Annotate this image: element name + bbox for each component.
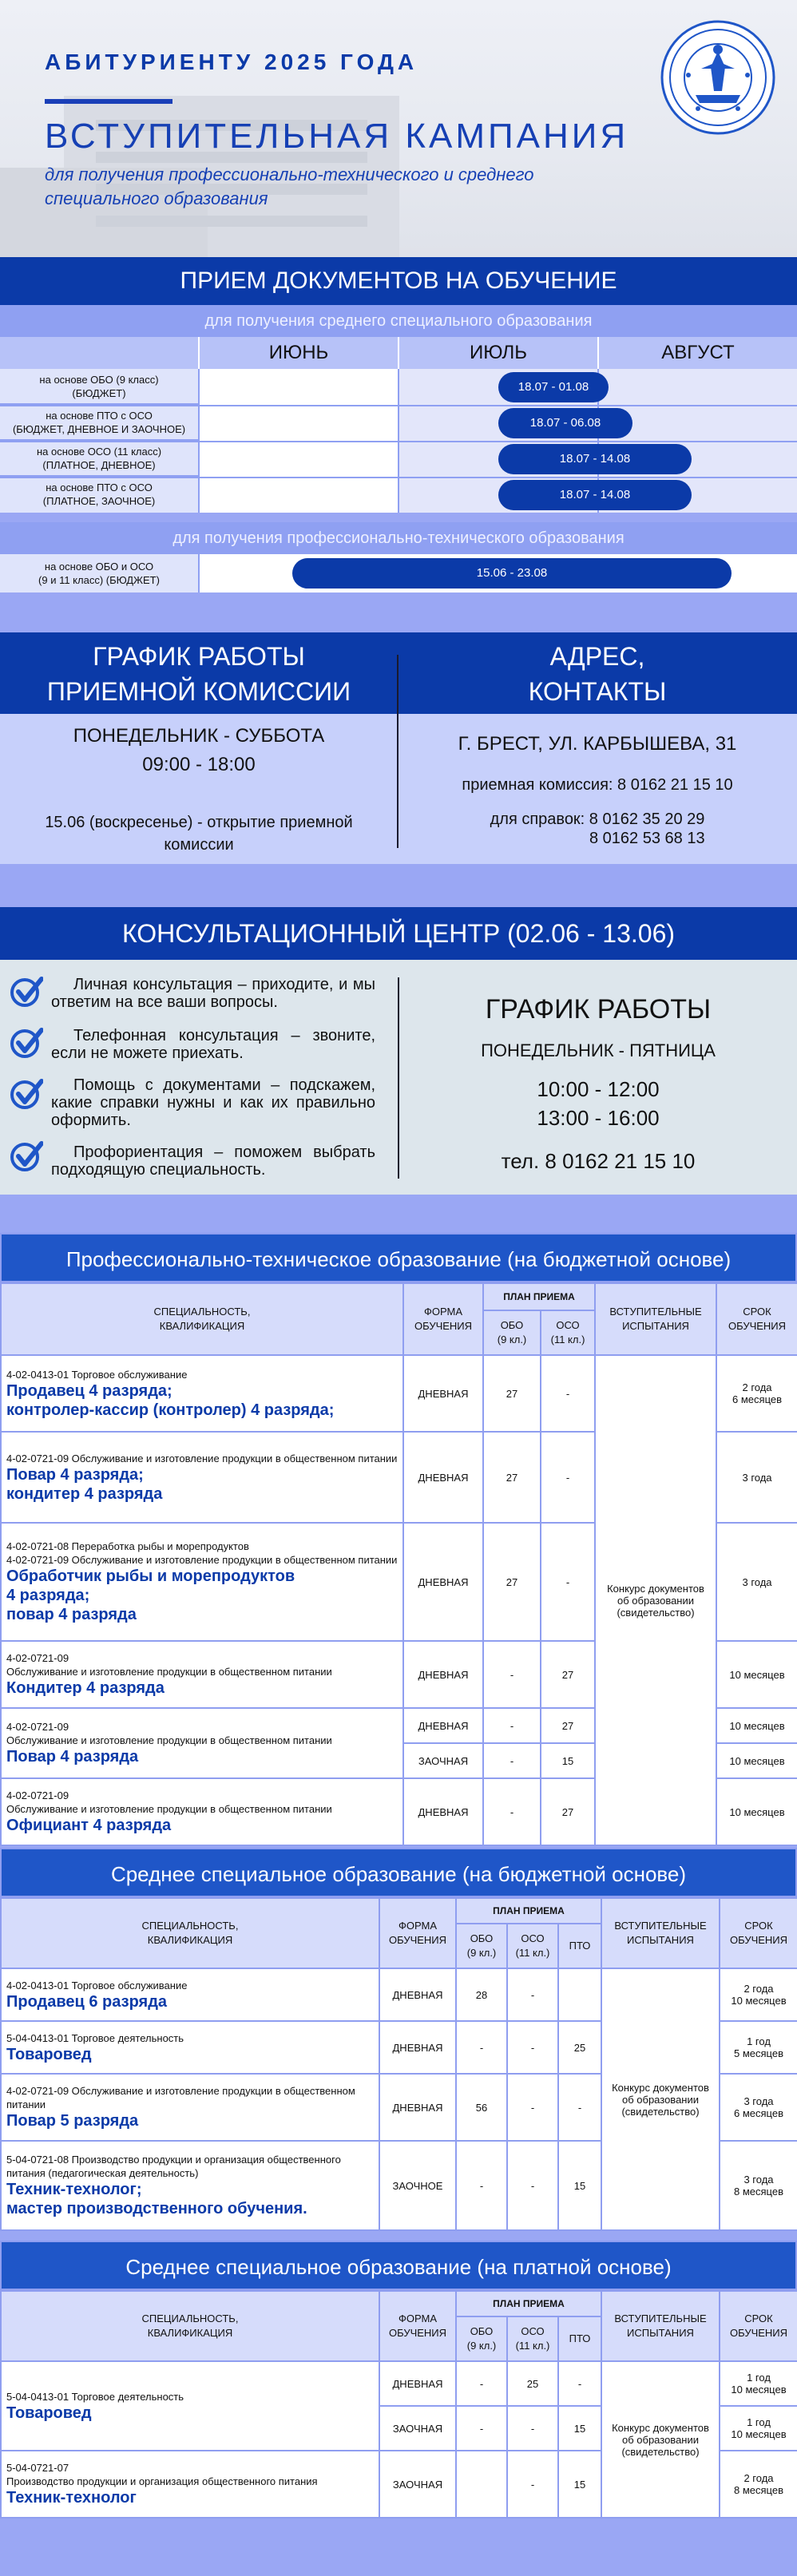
month-august: АВГУСТ bbox=[597, 337, 797, 369]
col-plan: ПЛАН ПРИЕМА bbox=[483, 1283, 595, 1310]
admission-section bbox=[0, 257, 797, 596]
consult-item: Личная консультация – приходите, и мы ответим на все ваши вопросы. bbox=[51, 976, 375, 1011]
consult-item: Профориентация – поможем выбрать подходящую специальность. bbox=[51, 1143, 375, 1179]
month-june: ИЮНЬ bbox=[198, 337, 398, 369]
col-form: ФОРМА ОБУЧЕНИЯ bbox=[403, 1283, 483, 1355]
table-row: 5-04-0413-01 Торговое деятельность Товаровед bbox=[1, 2361, 379, 2451]
admission-title: ПРИЕМ ДОКУМЕНТОВ НА ОБУЧЕНИЕ bbox=[0, 257, 797, 305]
pto-budget-table: СПЕЦИАЛЬНОСТЬ, КВАЛИФИКАЦИЯ ФОРМА ОБУЧЕНИЯ ПЛАН ПРИЕМА ВСТУПИТЕЛЬНЫЕ ИСПЫТАНИЯ СРОК ОБУЧЕНИЯ ОБО (9 кл.) ОСО (11 кл.) 4-02-0413-01 Торговое обслуживание Продавец 4 разряда; контролер-кассир (контролер) 4 разряда; ДНЕВНАЯ 27 - Конкурс документов об образовании (свидетельство) 2 года 6 месяцев 4-02-0721-09 Обслуживание и изготовление продукции в общественном питании Повар 4 разряда; кондитер 4 разряда ДНЕВНАЯ 27 - 3 года 4-02-0721-08 Переработка рыбы и морепродуктов 4-02-0721-09 Обслуживание и изготовление продукции в общественном питании Обработчик рыбы и морепродуктов 4 разряда; повар 4 разряда ДНЕВНАЯ 27 - 3 года 4-02-0721-09 Обслуживание и изготовление продукции в общественном питании Кондитер 4 разряда ДНЕВНАЯ - 27 10 месяцев 4-02-0721-09 Обслуживание и изготовление продукции в общественном питании Повар 4 разряда ДНЕВНАЯ - 27 10 месяцев ЗАОЧНАЯ - 15 10 месяцев 4-02-0721-09 Обслуживание и изготовление продукции в общественном питании Официант 4 разряда ДНЕВНАЯ - 27 10 месяцев bbox=[0, 1282, 797, 1846]
schedule-contacts-section bbox=[0, 632, 797, 864]
col-term: СРОК ОБУЧЕНИЯ bbox=[720, 1898, 797, 1968]
check-icon bbox=[10, 1076, 43, 1110]
schedule-note: 15.06 (воскресенье) - открытие приемной комиссии bbox=[45, 814, 353, 854]
period-pill: 18.07 - 14.08 bbox=[498, 444, 692, 474]
col-specialty: СПЕЦИАЛЬНОСТЬ, КВАЛИФИКАЦИЯ bbox=[1, 1283, 403, 1355]
consult-phone[interactable]: тел. 8 0162 21 15 10 bbox=[501, 1149, 696, 1173]
table-row: 5-04-0721-07 Производство продукции и организация общественного питания Техник-технолог bbox=[1, 2451, 379, 2518]
col-term: СРОК ОБУЧЕНИЯ bbox=[720, 2291, 797, 2361]
period-pill: 15.06 - 23.08 bbox=[292, 558, 732, 589]
table-row: 4-02-0413-01 Торговое обслуживание Продавец 6 разряда bbox=[1, 1968, 379, 2021]
page-description: для получения профессионально-технического и среднего специального образования bbox=[45, 164, 534, 208]
page-subtitle: АБИТУРИЕНТУ 2025 ГОДА bbox=[45, 50, 418, 74]
table-row: 4-02-0721-09 Обслуживание и изготовление продукции в общественном питании Официант 4 разряда bbox=[1, 1778, 403, 1845]
sso-budget-table: СПЕЦИАЛЬНОСТЬ, КВАЛИФИКАЦИЯ ФОРМА ОБУЧЕНИЯ ПЛАН ПРИЕМА ВСТУПИТЕЛЬНЫЕ ИСПЫТАНИЯ СРОК ОБУЧЕНИЯ ОБО (9 кл.) ОСО (11 кл.) ПТО 4-02-0413-01 Торговое обслуживание Продавец 6 разряда ДНЕВНАЯ 28 - Конкурс документов об образовании (свидетельство) 2 года 10 месяцев 5-04-0413-01 Торговое деятельность Товаровед ДНЕВНАЯ - - 25 1 год 5 месяцев 4-02-0721-09 Обслуживание и изготовление продукции в общественном питании Повар 5 разряда ДНЕВНАЯ 56 - - 3 года 6 месяцев 5-04-0721-08 Производство продукции и организация общественного питания (педагогическая деятельность) Техник-технолог; мастер производственного обучения. ЗАОЧНОЕ - - 15 3 года 8 месяцев bbox=[0, 1897, 797, 2231]
col-plan: ПЛАН ПРИЕМА bbox=[456, 1898, 601, 1924]
exam-cell: Конкурс документов об образовании (свидетельство) bbox=[601, 2361, 720, 2518]
col-form: ФОРМА ОБУЧЕНИЯ bbox=[379, 2291, 456, 2361]
period-pill: 18.07 - 01.08 bbox=[498, 372, 609, 402]
contacts-info-phone[interactable]: 8 0162 53 68 13 bbox=[589, 830, 705, 847]
sso-paid-title: Среднее специальное образование (на платной основе) bbox=[0, 2241, 797, 2290]
page-title: ВСТУПИТЕЛЬНАЯ КАМПАНИЯ bbox=[45, 117, 629, 156]
sss-row-label: на основе ОБО (9 класс) (БЮДЖЕТ) bbox=[0, 369, 198, 405]
col-exams: ВСТУПИТЕЛЬНЫЕ ИСПЫТАНИЯ bbox=[601, 2291, 720, 2361]
contacts-address: Г. БРЕСТ, УЛ. КАРБЫШЕВА, 31 bbox=[458, 733, 737, 755]
consult-item: Телефонная консультация – звоните, если не можете приехать. bbox=[51, 1027, 375, 1062]
hero-banner bbox=[0, 0, 797, 257]
sss-row-label: на основе ПТО с ОСО (ПЛАТНОЕ, ЗАОЧНОЕ) bbox=[0, 477, 198, 513]
col-pto: ПТО bbox=[558, 2316, 601, 2361]
consult-title: КОНСУЛЬТАЦИОННЫЙ ЦЕНТР (02.06 - 13.06) bbox=[0, 907, 797, 960]
check-icon bbox=[10, 1025, 43, 1059]
table-row: 4-02-0721-09 Обслуживание и изготовление продукции в общественном питании Повар 4 разряда bbox=[1, 1708, 403, 1778]
col-exams: ВСТУПИТЕЛЬНЫЕ ИСПЫТАНИЯ bbox=[601, 1898, 720, 1968]
col-specialty: СПЕЦИАЛЬНОСТЬ, КВАЛИФИКАЦИЯ bbox=[1, 2291, 379, 2361]
college-logo bbox=[660, 19, 776, 136]
col-obo: ОБО (9 кл.) bbox=[456, 1924, 507, 1968]
consult-time: 10:00 - 12:00 bbox=[537, 1077, 660, 1101]
pto-budget-section bbox=[0, 1233, 797, 1846]
sso-paid-section bbox=[0, 2241, 797, 2519]
consult-section bbox=[0, 907, 797, 1195]
col-obo: ОБО (9 кл.) bbox=[483, 1310, 541, 1355]
check-icon bbox=[10, 1139, 43, 1172]
consult-schedule-days: ПОНЕДЕЛЬНИК - ПЯТНИЦА bbox=[481, 1040, 716, 1060]
col-exams: ВСТУПИТЕЛЬНЫЕ ИСПЫТАНИЯ bbox=[595, 1283, 716, 1355]
col-obo: ОБО (9 кл.) bbox=[456, 2316, 507, 2361]
sss-heading: для получения среднего специального образования bbox=[0, 305, 797, 337]
contacts-title: АДРЕС, КОНТАКТЫ bbox=[528, 642, 667, 706]
sss-row-label: на основе ОСО (11 класс) (ПЛАТНОЕ, ДНЕВНОЕ) bbox=[0, 441, 198, 477]
contacts-phone[interactable]: приемная комиссия: 8 0162 21 15 10 bbox=[462, 776, 733, 794]
consult-time: 13:00 - 16:00 bbox=[537, 1106, 660, 1130]
table-row: 4-02-0721-09 Обслуживание и изготовление продукции в общественном питании Кондитер 4 разряда bbox=[1, 1641, 403, 1708]
sso-budget-section bbox=[0, 1848, 797, 2231]
sso-budget-title: Среднее специальное образование (на бюджетной основе) bbox=[0, 1848, 797, 1897]
month-july: ИЮЛЬ bbox=[398, 337, 597, 369]
check-icon bbox=[10, 974, 43, 1008]
table-row: 4-02-0413-01 Торговое обслуживание Продавец 4 разряда; контролер-кассир (контролер) 4 разряда; bbox=[1, 1355, 403, 1432]
consult-schedule-title: ГРАФИК РАБОТЫ bbox=[485, 994, 712, 1024]
col-oso: ОСО (11 кл.) bbox=[507, 2316, 558, 2361]
pto-budget-title: Профессионально-техническое образование (на бюджетной основе) bbox=[0, 1233, 797, 1282]
col-form: ФОРМА ОБУЧЕНИЯ bbox=[379, 1898, 456, 1968]
schedule-days: ПОНЕДЕЛЬНИК - СУББОТА bbox=[73, 725, 325, 747]
pto-row-label: на основе ОБО и ОСО (9 и 11 класс) (БЮДЖЕТ) bbox=[0, 554, 198, 592]
col-specialty: СПЕЦИАЛЬНОСТЬ, КВАЛИФИКАЦИЯ bbox=[1, 1898, 379, 1968]
exam-cell: Конкурс документов об образовании (свидетельство) bbox=[601, 1968, 720, 2230]
period-pill: 18.07 - 14.08 bbox=[498, 480, 692, 510]
table-row: 4-02-0721-09 Обслуживание и изготовление продукции в общественном питании Повар 4 разряда; кондитер 4 разряда bbox=[1, 1432, 403, 1523]
table-row: 5-04-0413-01 Торговое деятельность Товаровед bbox=[1, 2021, 379, 2074]
contacts-info-phone[interactable]: для справок: 8 0162 35 20 29 bbox=[490, 810, 705, 828]
col-pto: ПТО bbox=[558, 1924, 601, 1968]
period-pill: 18.07 - 06.08 bbox=[498, 408, 632, 438]
col-term: СРОК ОБУЧЕНИЯ bbox=[716, 1283, 797, 1355]
col-oso: ОСО (11 кл.) bbox=[541, 1310, 595, 1355]
col-plan: ПЛАН ПРИЕМА bbox=[456, 2291, 601, 2316]
table-row: 4-02-0721-09 Обслуживание и изготовление продукции в общественном питании Повар 5 разряда bbox=[1, 2074, 379, 2141]
table-row: 4-02-0721-08 Переработка рыбы и морепродуктов 4-02-0721-09 Обслуживание и изготовление продукции в общественном питании Обработчик рыбы и морепродуктов 4 разряда; повар 4 разряда bbox=[1, 1523, 403, 1641]
schedule-hours: 09:00 - 18:00 bbox=[142, 754, 256, 775]
schedule-title: ГРАФИК РАБОТЫ ПРИЕМНОЙ КОМИССИИ bbox=[46, 642, 351, 706]
sso-paid-table: СПЕЦИАЛЬНОСТЬ, КВАЛИФИКАЦИЯ ФОРМА ОБУЧЕНИЯ ПЛАН ПРИЕМА ВСТУПИТЕЛЬНЫЕ ИСПЫТАНИЯ СРОК ОБУЧЕНИЯ ОБО (9 кл.) ОСО (11 кл.) ПТО 5-04-0413-01 Торговое деятельность Товаровед ДНЕВНАЯ - 25 - Конкурс документов об образовании (свидетельство) 1 год 10 месяцев ЗАОЧНАЯ - - 15 1 год 10 месяцев 5-04-0721-07 Производство продукции и организация общественного питания Техник-технолог ЗАОЧНАЯ - 15 2 года 8 месяцев bbox=[0, 2290, 797, 2519]
pto-heading: для получения профессионально-технического образования bbox=[0, 522, 797, 554]
col-oso: ОСО (11 кл.) bbox=[507, 1924, 558, 1968]
title-underline bbox=[45, 99, 172, 104]
consult-item: Помощь с документами – подскажем, какие справки нужны и как их правильно оформить. bbox=[51, 1076, 375, 1129]
sss-row-label: на основе ПТО с ОСО (БЮДЖЕТ, ДНЕВНОЕ И ЗАОЧНОЕ) bbox=[0, 405, 198, 441]
table-row: 5-04-0721-08 Производство продукции и организация общественного питания (педагогическая деятельность) Техник-технолог; мастер производственного обучения. bbox=[1, 2141, 379, 2230]
exam-cell: Конкурс документов об образовании (свидетельство) bbox=[595, 1355, 716, 1845]
